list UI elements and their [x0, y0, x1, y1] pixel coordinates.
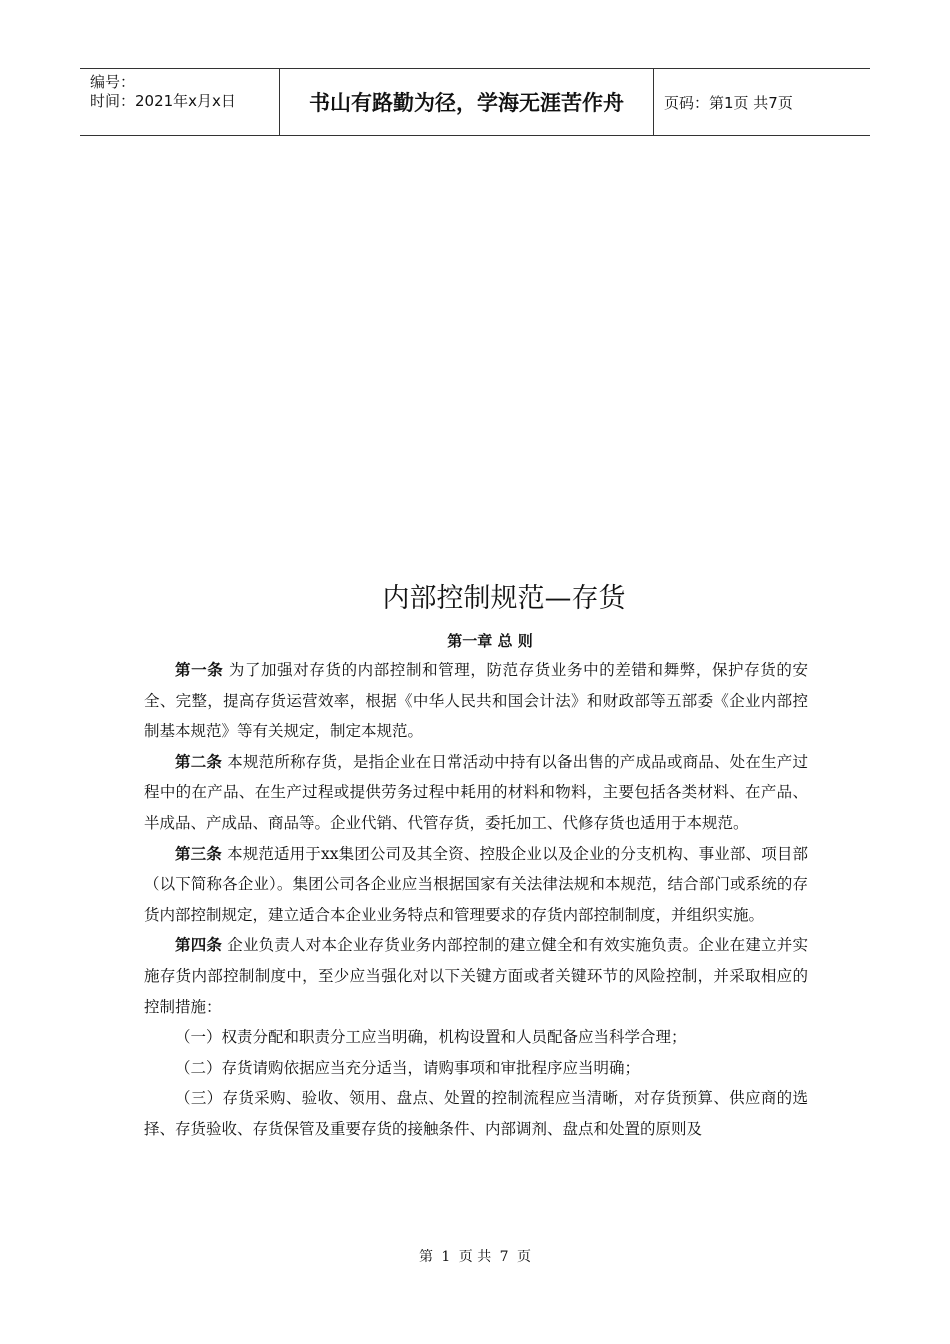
header-motto: 书山有路勤为径，学海无涯苦作舟 [280, 69, 654, 135]
footer-prefix: 第 [418, 1249, 433, 1265]
article-3 [144, 839, 808, 931]
document-body [144, 655, 808, 1145]
article-label: 第四条 [175, 936, 223, 955]
number-label: 编号： [90, 73, 136, 91]
time-label: 时间：2021年x月x日 [90, 92, 236, 110]
page-header [80, 68, 870, 136]
header-page-info: 页码：第1页 共7页 [664, 93, 793, 112]
article-label: 第一条 [175, 661, 224, 679]
header-meta [80, 69, 280, 135]
article-text: 本规范所称存货，是指企业在日常活动中持有以备出售的产成品或商品、处在生产过程中的在产品、在生产过程或提供劳务过程中耗用的材料和物料，主要包括各类材料、在产品、半成品、产成品、商品等。企业代销、代管存货，委托加工、代修存货也适用于本规范。 [144, 752, 808, 832]
article-text: 本规范适用于xx集团公司及其全资、控股企业以及企业的分支机构、事业部、项目部（以下简称各企业）。集团公司各企业应当根据国家有关法律法规和本规范，结合部门或系统的存货内部控制规定，建立适合本企业业务特点和管理要求的存货内部控制制度，并组织实施。 [144, 844, 808, 924]
article-text: 为了加强对存货的内部控制和管理，防范存货业务中的差错和舞弊，保护存货的安全、完整，提高存货运营效率，根据《中华人民共和国会计法》和财政部等五部委《企业内部控制基本规范》等有关规定，制定本规范。 [144, 661, 808, 741]
page-footer [0, 1246, 950, 1266]
article-label: 第三条 [175, 844, 222, 863]
list-item-3: （三）存货采购、验收、领用、盘点、处置的控制流程应当清晰，对存货预算、供应商的选择、存货验收、存货保管及重要存货的接触条件、内部调剂、盘点和处置的原则及 [144, 1089, 808, 1138]
footer-page-number: 1 [441, 1249, 451, 1265]
article-2 [144, 747, 808, 839]
footer-total-pages: 7 [499, 1249, 509, 1265]
article-text: 企业负责人对本企业存货业务内部控制的建立健全和有效实施负责。企业在建立并实施存货内部控制制度中，至少应当强化对以下关键方面或者关键环节的风险控制，并采取相应的控制措施： [144, 936, 808, 1016]
list-item-2: （二）存货请购依据应当充分适当，请购事项和审批程序应当明确； [175, 1058, 641, 1077]
footer-middle: 页 共 [458, 1249, 492, 1265]
document-title: 内部控制规范—存货 [382, 583, 626, 614]
article-label: 第二条 [175, 752, 223, 771]
list-item-1: （一）权责分配和职责分工应当明确，机构设置和人员配备应当科学合理； [175, 1028, 687, 1047]
article-1 [144, 655, 808, 747]
footer-suffix: 页 [517, 1249, 532, 1265]
article-4 [144, 930, 808, 1022]
chapter-heading: 第一章 总 则 [447, 632, 533, 650]
